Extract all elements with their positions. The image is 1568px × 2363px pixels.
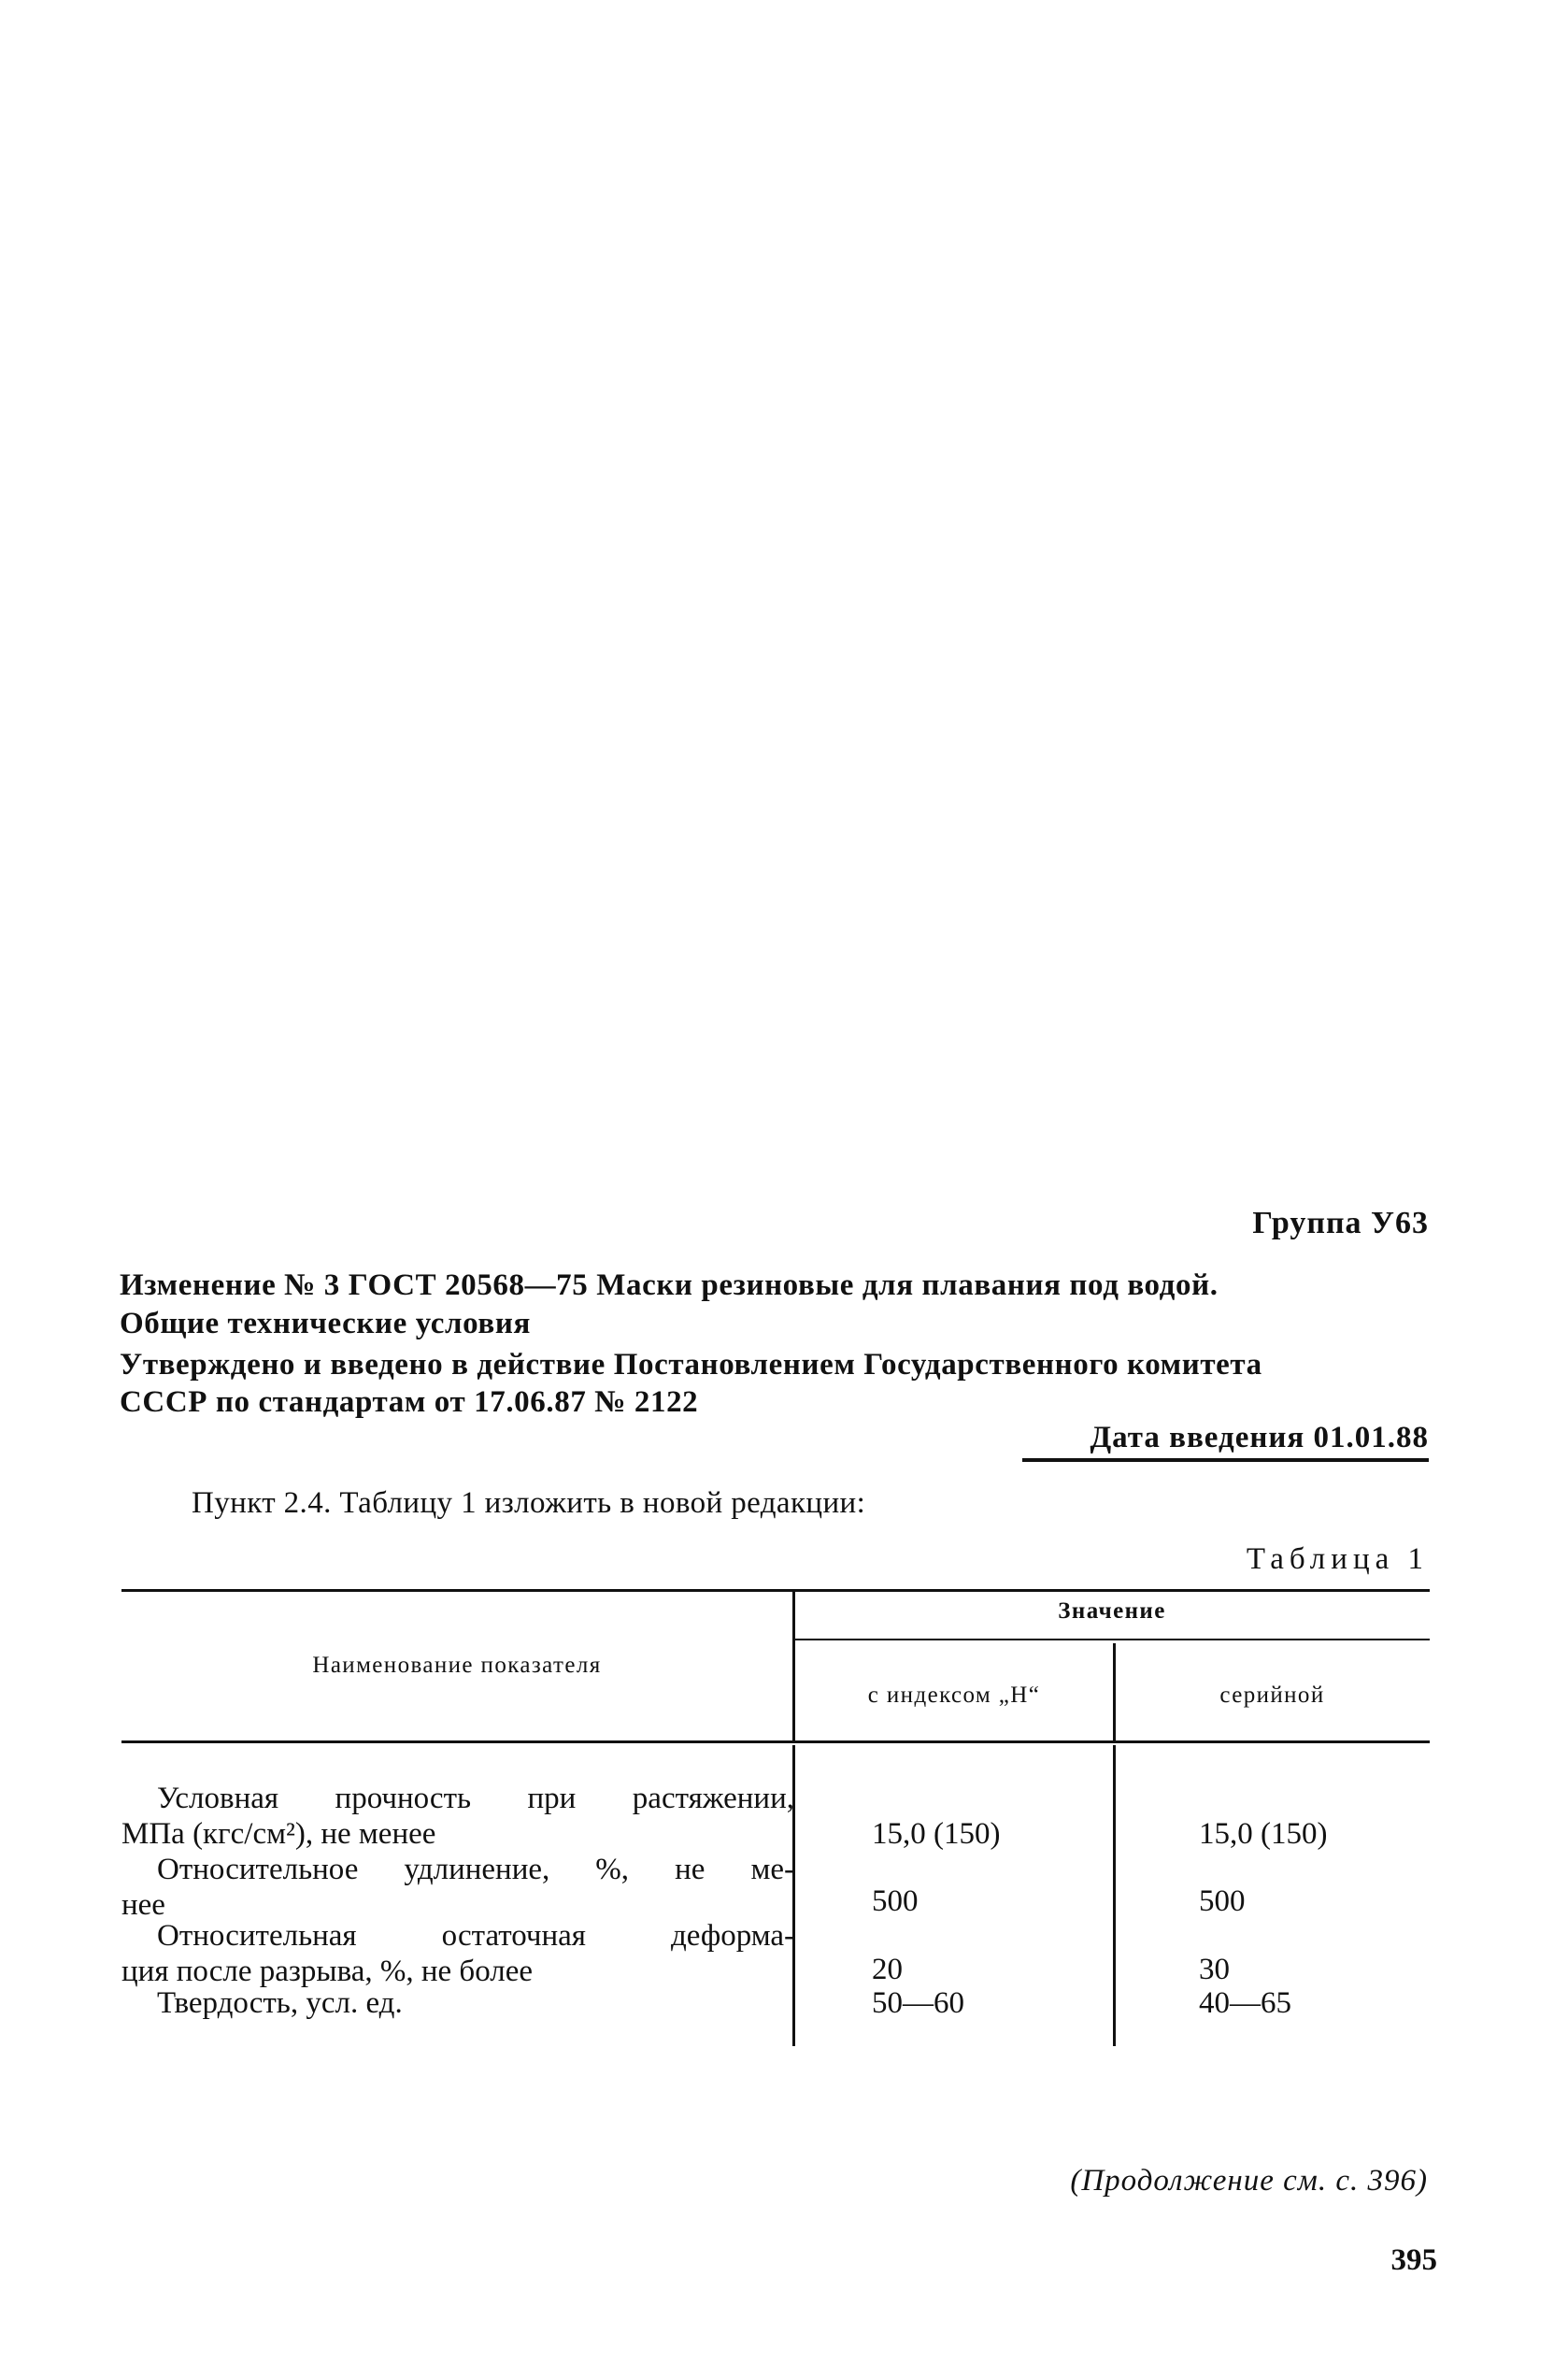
table-row-4-index-h: 50—60 — [872, 1986, 964, 2020]
col-header-serial: серийной — [1219, 1683, 1325, 1708]
row-1-name-line-2: МПа (кгс/см²), не менее — [121, 1817, 436, 1851]
date-underline — [1022, 1458, 1429, 1462]
continuation-note: (Продолжение см. с. 396) — [1070, 2164, 1428, 2198]
table-row-4-name — [121, 1985, 794, 2021]
col-header-index-h: с индексом „Н“ — [867, 1683, 1041, 1708]
approval-statement — [120, 1346, 1428, 1421]
row-2-name-line-1: Относительное удлинение, %, не ме- — [157, 1853, 794, 1886]
introduction-date: Дата введения 01.01.88 — [1090, 1421, 1429, 1454]
page-number: 395 — [1390, 2243, 1437, 2277]
table-row-3-serial: 30 — [1199, 1953, 1230, 1986]
table-row-2-name — [121, 1852, 794, 1923]
approval-line-2: СССР по стандартам от 17.06.87 № 2122 — [120, 1385, 699, 1419]
table-row-1-serial: 15,0 (150) — [1199, 1817, 1328, 1851]
point-instruction: Пункт 2.4. Таблицу 1 изложить в новой редакции: — [192, 1486, 866, 1520]
row-3-name-line-1: Относительная остаточная деформа- — [157, 1919, 794, 1953]
group-code: Группа У63 — [1252, 1206, 1429, 1240]
table-row-4-serial: 40—65 — [1199, 1986, 1291, 2020]
change-title — [120, 1267, 1428, 1343]
col-header-name: Наименование показателя — [312, 1653, 602, 1678]
row-4-name-line-1: Твердость, усл. ед. — [157, 1986, 403, 2020]
table-header-bottom-rule — [121, 1740, 1430, 1743]
row-1-name-line-1: Условная прочность при растяжении, — [157, 1782, 794, 1815]
table-col-divider-2-body — [1113, 1745, 1116, 2046]
approval-line-1: Утверждено и введено в действие Постановлением Государственного комитета — [120, 1348, 1262, 1382]
table-row-1-index-h: 15,0 (150) — [872, 1817, 1001, 1851]
table-caption: Таблица 1 — [1246, 1542, 1429, 1576]
table-subheader-rule — [794, 1639, 1430, 1640]
table-row-3-index-h: 20 — [872, 1953, 903, 1986]
row-2-name-line-2: нее — [121, 1888, 165, 1922]
col-header-value: Значение — [1058, 1598, 1166, 1624]
table-row-2-index-h: 500 — [872, 1884, 919, 1918]
change-title-line-1: Изменение № 3 ГОСТ 20568—75 Маски резиновые для плавания под водой. — [120, 1268, 1219, 1302]
change-title-line-2: Общие технические условия — [120, 1307, 531, 1340]
table-top-rule — [121, 1589, 1430, 1592]
table-row-2-serial: 500 — [1199, 1884, 1246, 1918]
row-3-name-line-2: ция после разрыва, %, не более — [121, 1955, 534, 1988]
table-row-1-name — [121, 1781, 794, 1852]
table-row-3-name — [121, 1918, 794, 1989]
